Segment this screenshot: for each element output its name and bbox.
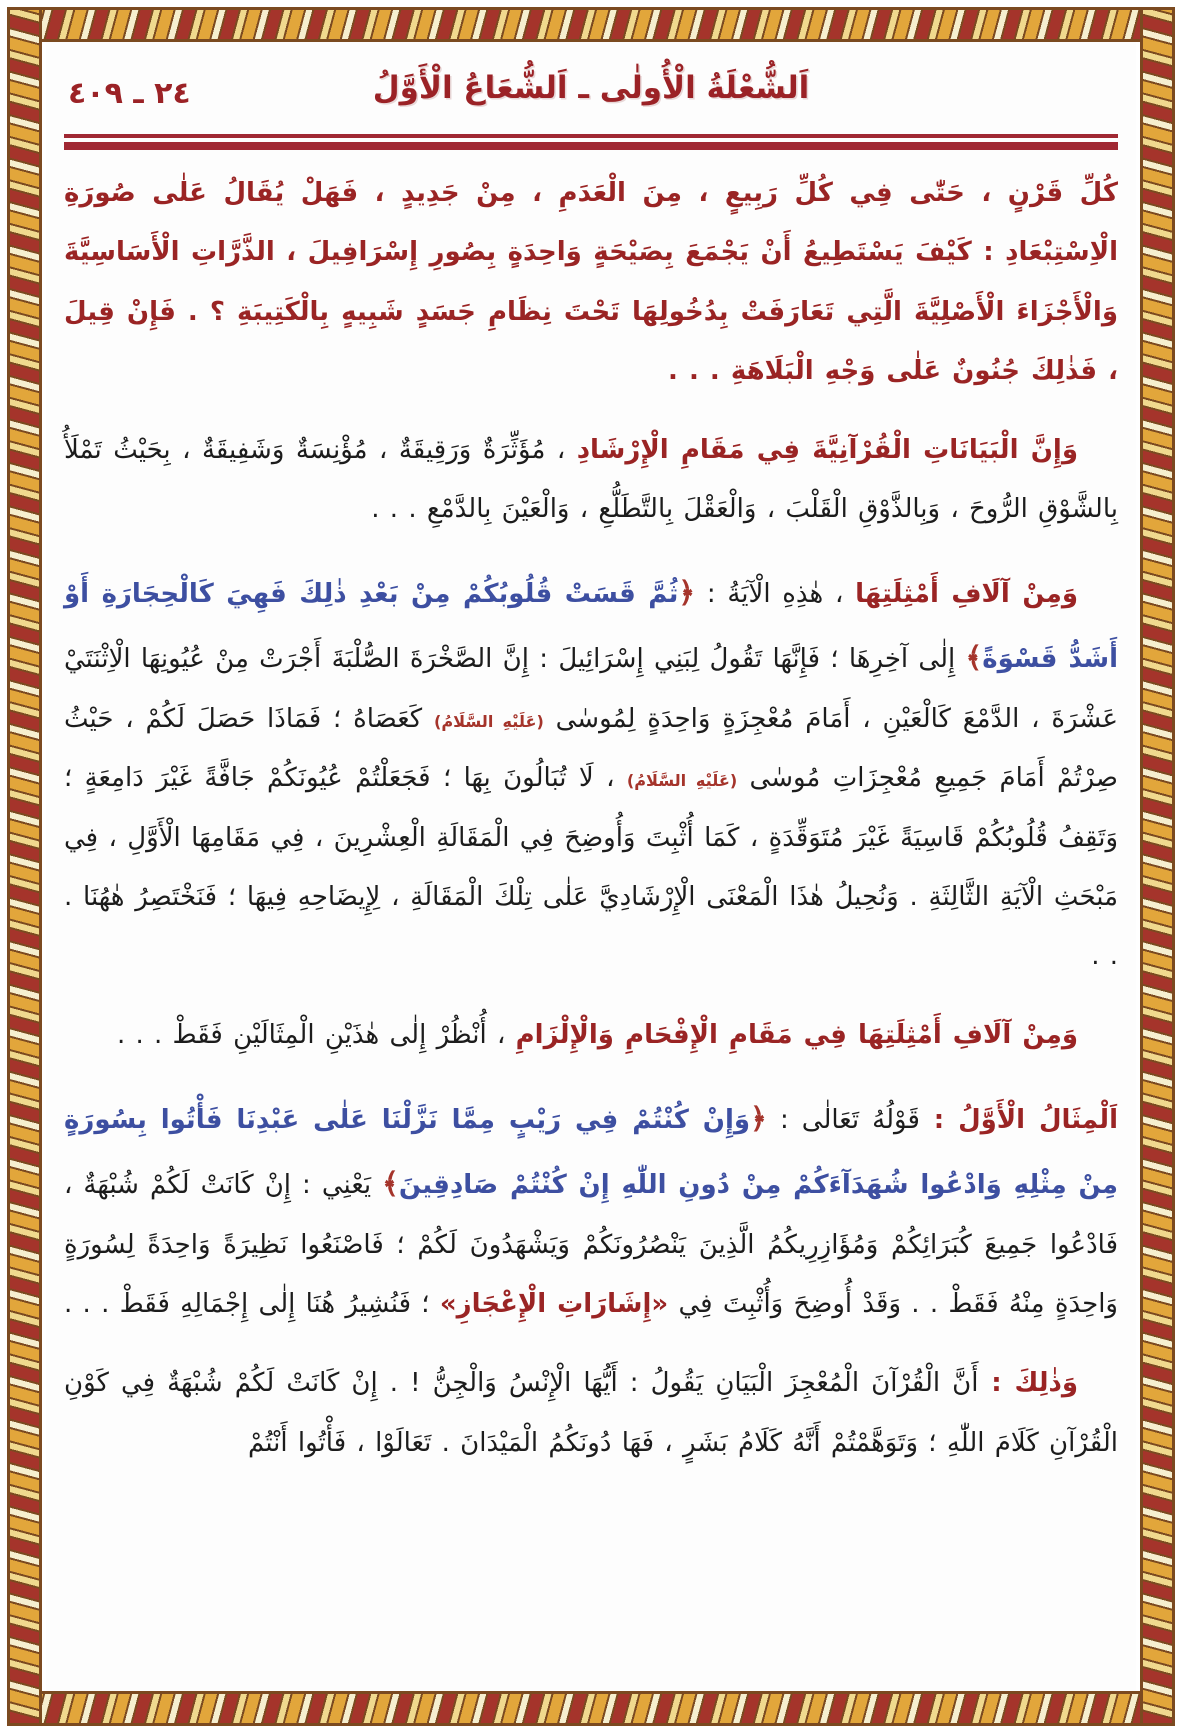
ornamental-border-top	[7, 7, 1175, 42]
text-run-black: قَوْلُهُ تَعَالٰى :	[766, 1104, 920, 1135]
quran-bracket-ornament: ﴿	[750, 1100, 767, 1135]
paragraph	[64, 1006, 1118, 1065]
text-run-red: وَذٰلِكَ :	[978, 1368, 1078, 1399]
text-run-blue: وَإِنْ كُنْتُمْ فِي رَيْبٍ مِمَّا نَزَّلْنَا عَلٰى عَبْدِنَا فَأْتُوا بِسُورَةٍ مِنْ مِثْلِهِ وَادْعُوا شُهَدَآءَكُمْ مِنْ دُونِ اللّٰهِ إِنْ كُنْتُمْ صَادِقِينَ	[64, 1104, 1118, 1200]
text-run-red: كُلِّ قَرْنٍ ، حَتّٰى فِي كُلِّ رَبِيعٍ ، مِنَ الْعَدَمِ ، مِنْ جَدِيدٍ ، فَهَلْ يُقَالُ عَلٰى صُورَةِ الْاِسْتِبْعَادِ : كَيْفَ يَسْتَطِيعُ أَنْ يَجْمَعَ بِصَيْحَةٍ وَاحِدَةٍ بِصُورِ إِسْرَافِيلَ ، الذَّرَّاتِ الْأَسَاسِيَّةَ وَالْأَجْزَاءَ الْأَصْلِيَّةَ الَّتِي تَعَارَفَتْ بِدُخُولِهَا تَحْتَ نِظَامِ جَسَدٍ شَبِيهٍ بِالْكَتِيبَةِ ؟ . فَإِنْ قِيلَ ، فَذٰلِكَ جُنُونٌ عَلٰى وَجْهِ الْبَلَاهَةِ . . .	[64, 178, 1118, 386]
text-run-black: أَنَّ الْقُرْآنَ الْمُعْجِزَ الْبَيَانِ يَقُولُ : أَيُّهَا الْإِنْسُ وَالْجِنُّ ! . إِنْ كَانَتْ لَكُمْ شُبْهَةٌ فِي كَوْنِ الْقُرْآنِ كَلَامَ اللّٰهِ ؛ وَتَوَهَّمْتُمْ أَنَّهُ كَلَامُ بَشَرٍ ، فَهَا دُونَكُمُ الْمَيْدَانَ . تَعَالَوْا ، فَأْتُوا أَنْتُمْ	[64, 1368, 1118, 1458]
quran-bracket-ornament: ﴾	[382, 1165, 399, 1200]
text-run-black: ، لَا تُبَالُونَ بِهَا ؛ فَجَعَلْتُمْ عُيُونَكُمْ جَافَّةً غَيْرَ دَامِعَةٍ ؛ وَتَقِفُ قُلُوبُكُمْ قَاسِيَةً غَيْرَ مُتَوَقِّدَةٍ ، كَمَا أُثْبِتَ وَأُوضِحَ فِي الْمَقَالَةِ الْعِشْرِينَ ، فِي مَقَامِهَا الْأَوَّلِ ، فِي مَبْحَثِ الْآيَةِ الثَّالِثَةِ . وَنُحِيلُ هٰذَا الْمَعْنَى الْإِرْشَادِيَّ عَلٰى تِلْكَ الْمَقَالَةِ ، لِإِيضَاحِهِ فِيهَا ؛ فَنَخْتَصِرُ هٰهُنَا . . .	[64, 763, 1118, 972]
document-body	[64, 164, 1118, 1473]
ornamental-border-left	[7, 7, 42, 1726]
paragraph	[64, 164, 1118, 401]
text-run-red: وَمِنْ آلَافِ أَمْثِلَتِهَا	[855, 578, 1078, 609]
quran-bracket-ornament: ﴿	[678, 574, 696, 609]
text-run-red: «إِشَارَاتِ الْإِعْجَازِ»	[439, 1289, 669, 1320]
text-run-red: وَإِنَّ الْبَيَانَاتِ الْقُرْآنِيَّةَ فِي مَقَامِ الْإِرْشَادِ	[576, 435, 1078, 466]
ornamental-border-right	[1140, 7, 1175, 1726]
paragraph	[64, 560, 1118, 987]
text-run-blue: ثُمَّ قَسَتْ قُلُوبُكُمْ مِنْ بَعْدِ ذٰلِكَ فَهِيَ كَالْحِجَارَةِ أَوْ أَشَدُّ قَسْوَةً	[64, 578, 1118, 674]
ornamental-border-bottom	[7, 1691, 1175, 1726]
quran-bracket-ornament: ﴾	[965, 639, 983, 674]
text-run-black: يَعْنِي : إِنْ كَانَتْ لَكُمْ شُبْهَةٌ ، فَادْعُوا جَمِيعَ كُبَرَائِكُمْ وَمُؤَازِرِيكُمُ الَّذِينَ يَنْصُرُونَكُمْ وَيَشْهَدُونَ لَكُمْ ؛ فَاصْنَعُوا نَظِيرَةً وَاحِدَةً لِسُورَةٍ وَاحِدَةٍ مِنْهُ فَقَطْ . . وَقَدْ أُوضِحَ وَأُثْبِتَ فِي	[64, 1169, 1118, 1320]
text-run-black: إِلٰى آخِرِهَا ؛ فَإِنَّهَا تَقُولُ لِبَنِي إِسْرَائِيلَ : إِنَّ الصَّخْرَةَ الصُّلْبَةَ أَجْرَتْ مِنْ عُيُونِهَا الْاِثْنَتَيْ عَشْرَةَ ، الدَّمْعَ كَالْعَيْنِ ، أَمَامَ مُعْجِزَةٍ وَاحِدَةٍ لِمُوسٰى	[64, 643, 1119, 734]
header-rule-thick	[64, 142, 1118, 150]
page-content	[46, 42, 1136, 1691]
text-run-black: كَعَصَاهُ ؛ فَمَاذَا حَصَلَ لَكُمْ ، حَيْثُ صِرْتُمْ أَمَامَ جَمِيعِ مُعْجِزَاتِ مُوسٰى	[64, 703, 1118, 794]
page-number: ٢٤ ـ ٤٠٩	[68, 76, 191, 111]
paragraph	[64, 421, 1118, 540]
header-rule-thin	[64, 134, 1118, 138]
alayhis-salam-seal: (عَلَيْهِ السَّلَامُ)	[433, 711, 544, 731]
page-title: اَلشُّعْلَةُ الْأُولٰى ـ اَلشُّعَاعُ الْأَوَّلُ	[372, 70, 810, 106]
text-run-red: وَمِنْ آلَافِ أَمْثِلَتِهَا فِي مَقَامِ الْإِفْحَامِ وَالْإِلْزَامِ	[515, 1020, 1078, 1051]
text-run-red: اَلْمِثَالُ الْأَوَّلُ :	[919, 1104, 1118, 1135]
text-run-black: ؛ فَنُشِيرُ هُنَا إِلٰى إِجْمَالِهِ فَقَطْ . . .	[64, 1289, 440, 1320]
text-run-black: ، أُنْظُرْ إِلٰى هٰذَيْنِ الْمِثَالَيْنِ فَقَطْ . . .	[116, 1020, 516, 1051]
paragraph	[64, 1086, 1118, 1335]
page-header	[64, 70, 1118, 128]
text-run-black: ، هٰذِهِ الْآيَةُ :	[695, 578, 856, 609]
text-run-black: ، مُؤَثِّرَةٌ وَرَقِيقَةٌ ، مُؤْنِسَةٌ وَشَفِيقَةٌ ، بِحَيْثُ تَمْلَأُ بِالشَّوْقِ الرُّوحَ ، وَبِالذَّوْقِ الْقَلْبَ ، وَالْعَقْلَ بِالتَّطَلُّعِ ، وَالْعَيْنَ بِالدَّمْعِ . . .	[64, 435, 1118, 525]
paragraph	[64, 1354, 1118, 1473]
alayhis-salam-seal: (عَلَيْهِ السَّلَامُ)	[626, 771, 738, 791]
